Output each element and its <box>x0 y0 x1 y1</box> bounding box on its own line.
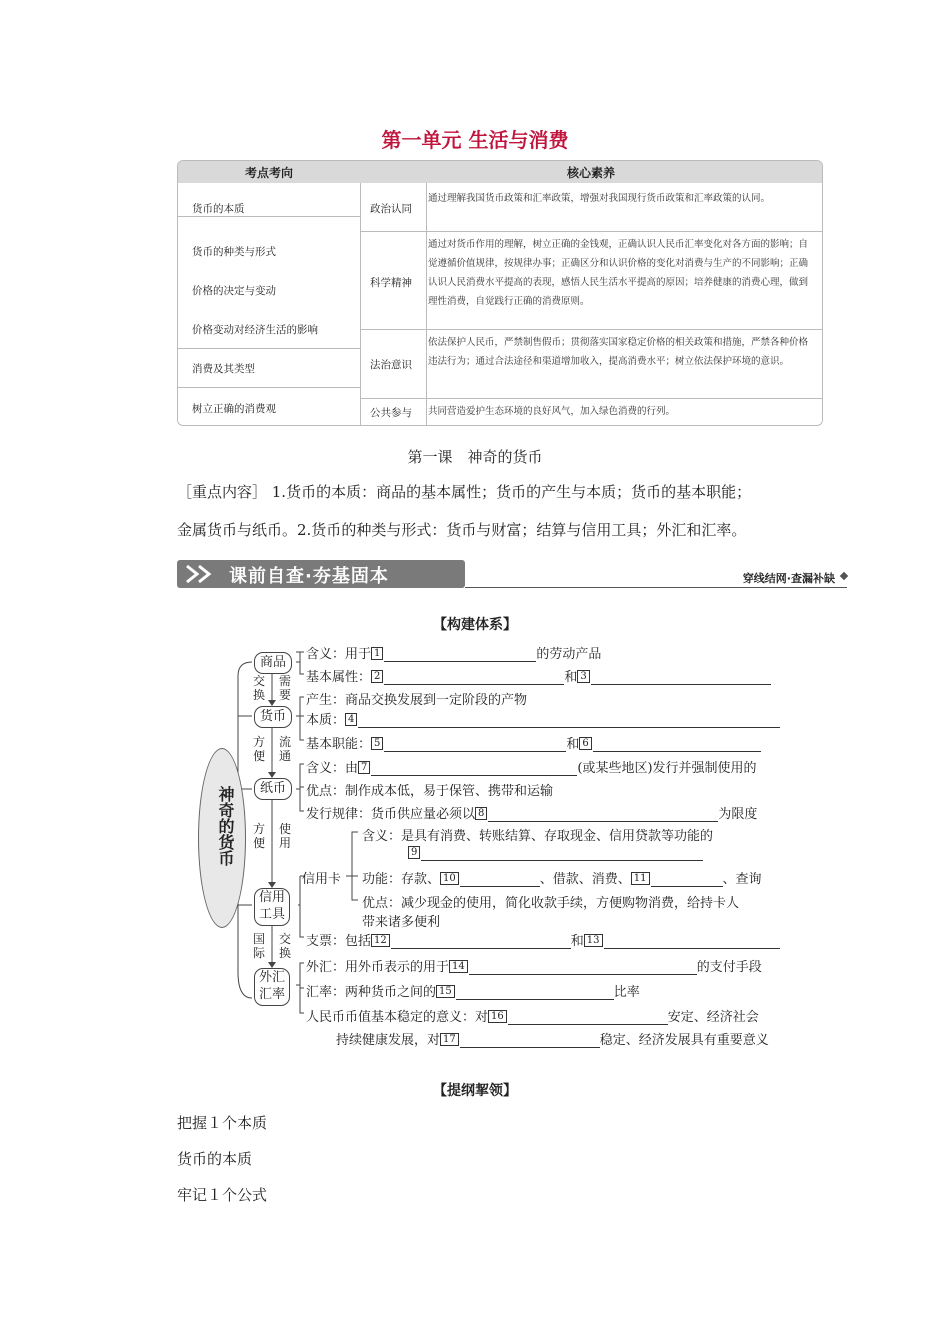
line-commodity-attributes: 基本属性： 2 和 3 <box>306 666 771 685</box>
header-topics: 考点考向 <box>244 166 293 180</box>
literacy-name-2: 科学精神 <box>370 277 412 289</box>
node-paper-money: 纸币 <box>254 778 292 800</box>
outline-line-1: 把握１个本质 <box>177 1114 268 1132</box>
node-credit-tool: 信用工具 <box>254 888 290 926</box>
line-card-meaning: 含义：是具有消费、转账结算、存取现金、信用贷款等功能的 <box>362 829 714 844</box>
line-paper-meaning: 含义：由 7 (或某些地区)发行并强制使用的 <box>306 761 757 776</box>
node-commodity: 商品 <box>254 652 292 674</box>
topic-3: 价格的决定与变动 <box>192 285 276 297</box>
topic-4: 价格变动对经济生活的影响 <box>192 324 318 336</box>
unit-title: 第一单元 生活与消费 <box>381 128 569 152</box>
topic-1: 货币的本质 <box>192 203 245 215</box>
edge-label: 交换 <box>252 674 265 702</box>
edge-label: 流通 <box>278 735 291 763</box>
line-card-advantage: 优点：减少现金的使用，简化收款手续，方便购物消费，给持卡人 <box>362 896 740 911</box>
line-paper-rule: 发行规律：货币供应量必须以 8 为限度 <box>306 807 758 822</box>
header-literacy: 核心素养 <box>566 166 615 180</box>
line-card-meaning-blank: 9 <box>408 846 703 861</box>
literacy-name-4: 公共参与 <box>370 407 412 419</box>
line-card-advantage-2: 带来诸多便利 <box>362 915 441 930</box>
line-commodity-meaning: 含义：用于 1 的劳动产品 <box>306 647 602 662</box>
line-currency-essence: 本质： 4 <box>306 709 780 728</box>
topic-5: 消费及其类型 <box>192 363 255 375</box>
edge-label: 方便 <box>252 822 265 850</box>
line-rmb-significance: 人民币币值基本稳定的意义：对 16 安定、经济社会 <box>306 1010 759 1025</box>
banner-subtitle: 穿线结网·查漏补缺 <box>742 572 835 585</box>
edge-label: 使用 <box>278 822 291 850</box>
literacy-desc-3: 依法保护人民币，严禁制售假币；贯彻落实国家稳定价格的相关政策和措施，严禁各种价格违法行为；通过合法途径和渠道增加收入，提高消费水平；树立依法保护环境的意识。 <box>428 337 809 367</box>
outline-line-2: 货币的本质 <box>177 1150 253 1168</box>
lesson-title: 第一课 神奇的货币 <box>407 448 543 466</box>
line-check: 支票：包括 12 和 13 <box>306 930 780 949</box>
literacy-name-1: 政治认同 <box>370 203 412 215</box>
edge-label: 方便 <box>252 735 265 763</box>
line-forex: 外汇：用外币表示的用于 14 的支付手段 <box>306 960 762 975</box>
literacy-name-3: 法治意识 <box>370 359 412 371</box>
key-content-line-2: 金属货币与纸币。2.货币的种类与形式：货币与财富；结算与信用工具；外汇和汇率。 <box>177 521 747 539</box>
edge-label: 交换 <box>278 932 291 960</box>
line-exchange-rate: 汇率：两种货币之间的 15 比率 <box>306 985 640 1000</box>
line-currency-origin: 产生：商品交换发展到一定阶段的产物 <box>306 693 528 708</box>
system-heading: 【构建体系】 <box>433 617 517 633</box>
literacy-desc-1: 通过理解我国货币政策和汇率政策，增强对我国现行货币政策和汇率政策的认同。 <box>428 193 771 204</box>
literacy-desc-4: 共同营造爱护生态环境的良好风气，加入绿色消费的行列。 <box>428 406 676 417</box>
center-label: 神奇的货币 <box>216 786 235 866</box>
literacy-desc-2: 通过对货币作用的理解，树立正确的金钱观，正确认识人民币汇率变化对各方面的影响；自觉遵循价值规律，按规律办事；正确区分和认识价格的变化对消费与生产的不同影响；正确认识人民消费水平提高的表现，感悟人民生活水平提高的原因；培养健康的消费心理，做到理性消费，自觉践行正确的消费原则。 <box>428 239 809 307</box>
outline-heading: 【提纲挈领】 <box>433 1083 517 1099</box>
node-forex: 外汇汇率 <box>254 968 290 1006</box>
topic-2: 货币的种类与形式 <box>192 246 276 258</box>
node-currency: 货币 <box>254 706 292 728</box>
outline-line-3: 牢记１个公式 <box>177 1186 268 1204</box>
key-content-line-1: ［重点内容］ 1.货币的本质：商品的基本属性；货币的产生与本质；货币的基本职能； <box>177 483 752 501</box>
edge-label: 需要 <box>278 674 291 702</box>
banner-title: 课前自查·夯基固本 <box>229 566 389 587</box>
line-paper-advantage: 优点：制作成本低，易于保管、携带和运输 <box>306 784 554 799</box>
topic-6: 树立正确的消费观 <box>192 403 276 415</box>
line-currency-function: 基本职能： 5 和 6 <box>306 733 761 752</box>
line-rmb-significance-2: 持续健康发展，对 17 稳定、经济发展具有重要意义 <box>336 1033 769 1048</box>
edge-label: 国际 <box>252 932 265 960</box>
label-credit-card: 信用卡 <box>302 872 342 887</box>
line-card-function: 功能：存款、 10 、借款、消费、 11 、查询 <box>362 872 762 887</box>
